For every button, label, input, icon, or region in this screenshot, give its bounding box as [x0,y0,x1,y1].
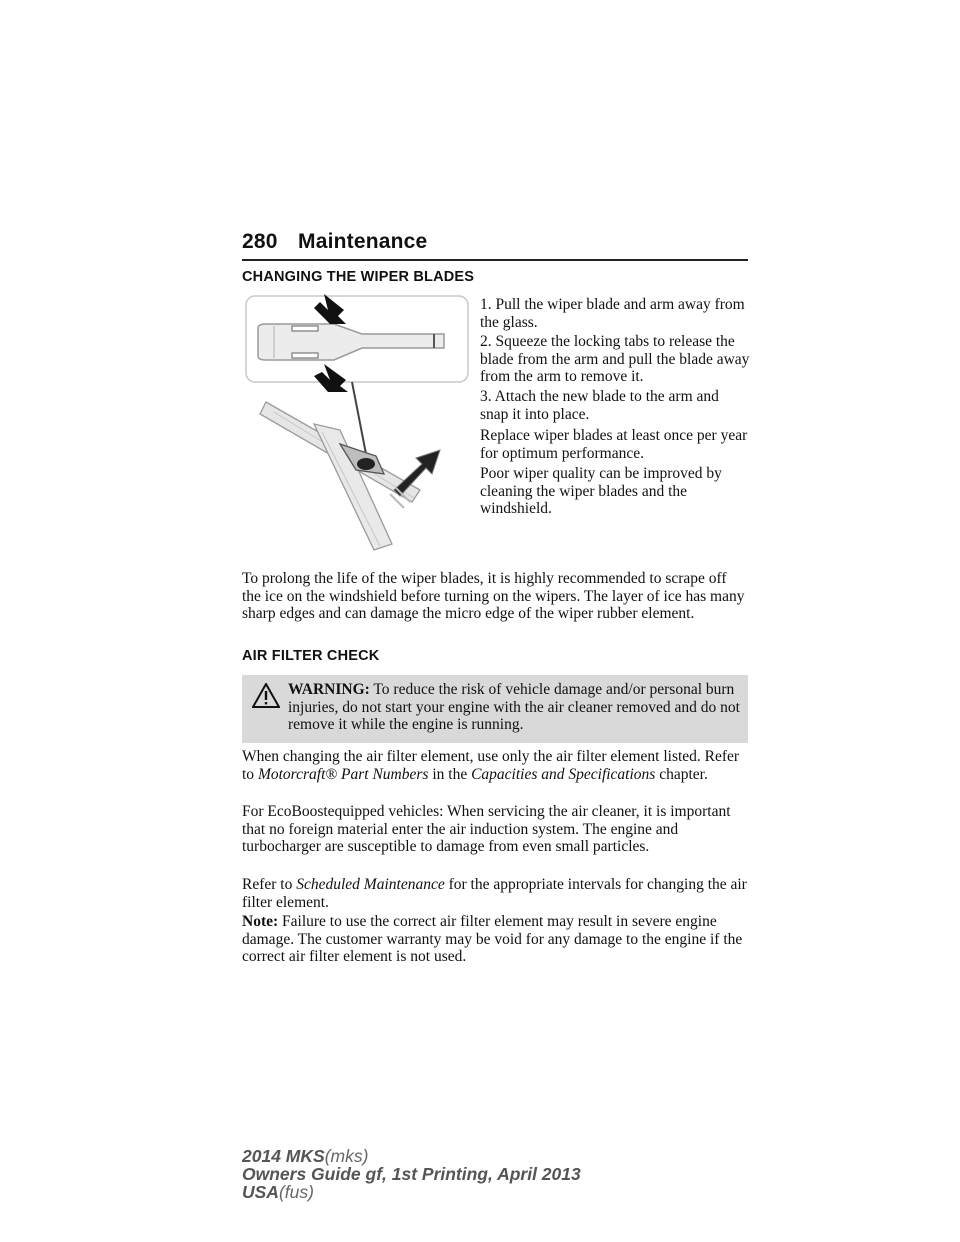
text-segment: for the appropriate intervals for changing the air filter element. [242,876,747,911]
footer-model: 2014 MKS [242,1146,325,1166]
page-number: 280 [242,230,278,253]
footer-guide-info: Owners Guide gf, 1st Printing, April 2013 [242,1164,581,1184]
chapter-title: Maintenance [298,230,428,253]
step-3: 3. Attach the new blade to the arm and snap it into place. [480,388,719,423]
note-label: Note: [242,913,279,930]
reference-scheduled-maintenance: Scheduled Maintenance [296,876,445,893]
header-rule [242,259,748,261]
text-segment: in the [432,765,468,783]
air-filter-paragraph-1 [242,748,748,783]
prolong-paragraph: To prolong the life of the wiper blades, it is highly recommended to scrape off the ice on the windshield before turning on the wipers. The layer of ice has many sharp edges and can damage the micro edge of the wiper rubber element. [242,570,745,622]
footer-market-code: (fus) [278,1182,314,1202]
step-2: 2. Squeeze the locking tabs to release the blade from the arm and pull the blade away from the arm to remove it. [480,333,750,385]
warning-body: To reduce the risk of vehicle damage and/or personal burn injuries, do not start your engine with the air cleaner removed and do not remove it while the engine is running. [288,681,740,733]
air-filter-paragraph-3 [242,876,748,911]
text-segment: chapter. [659,765,708,783]
text-segment: When changing the air filter element, use only the air filter element listed. Refer to [242,748,740,783]
warning-label: WARNING: [288,681,370,698]
footer-market: USA [242,1182,279,1202]
reference-capacities: Capacities and Specifications [471,765,656,783]
wiper-blade-illustration [244,294,472,552]
reference-motorcraft: Motorcraft® Part Numbers [257,765,429,783]
footer-model-code: (mks) [324,1146,369,1166]
wiper-heading: CHANGING THE WIPER BLADES [242,269,475,285]
warning-box [242,675,748,743]
air-filter-paragraph-2: For EcoBoostequipped vehicles: When servicing the air cleaner, it is important that no foreign material enter the air induction system. The engine and turbocharger are susceptible to damage from even small particles. [242,803,731,855]
note-paragraph [242,913,748,966]
poor-quality-note: Poor wiper quality can be improved by cleaning the wiper blades and the windshield. [480,465,722,517]
replace-note: Replace wiper blades at least once per year for optimum performance. [480,427,748,462]
note-text: Failure to use the correct air filter element may result in severe engine damage. The customer warranty may be void for any damage to the engine if the correct air filter element is not used. [242,913,743,965]
warning-text-block [242,681,746,734]
text-segment: Refer to [242,876,293,893]
page-footer [242,1147,581,1201]
air-filter-heading: AIR FILTER CHECK [242,648,380,664]
step-1: 1. Pull the wiper blade and arm away from the glass. [480,296,745,331]
